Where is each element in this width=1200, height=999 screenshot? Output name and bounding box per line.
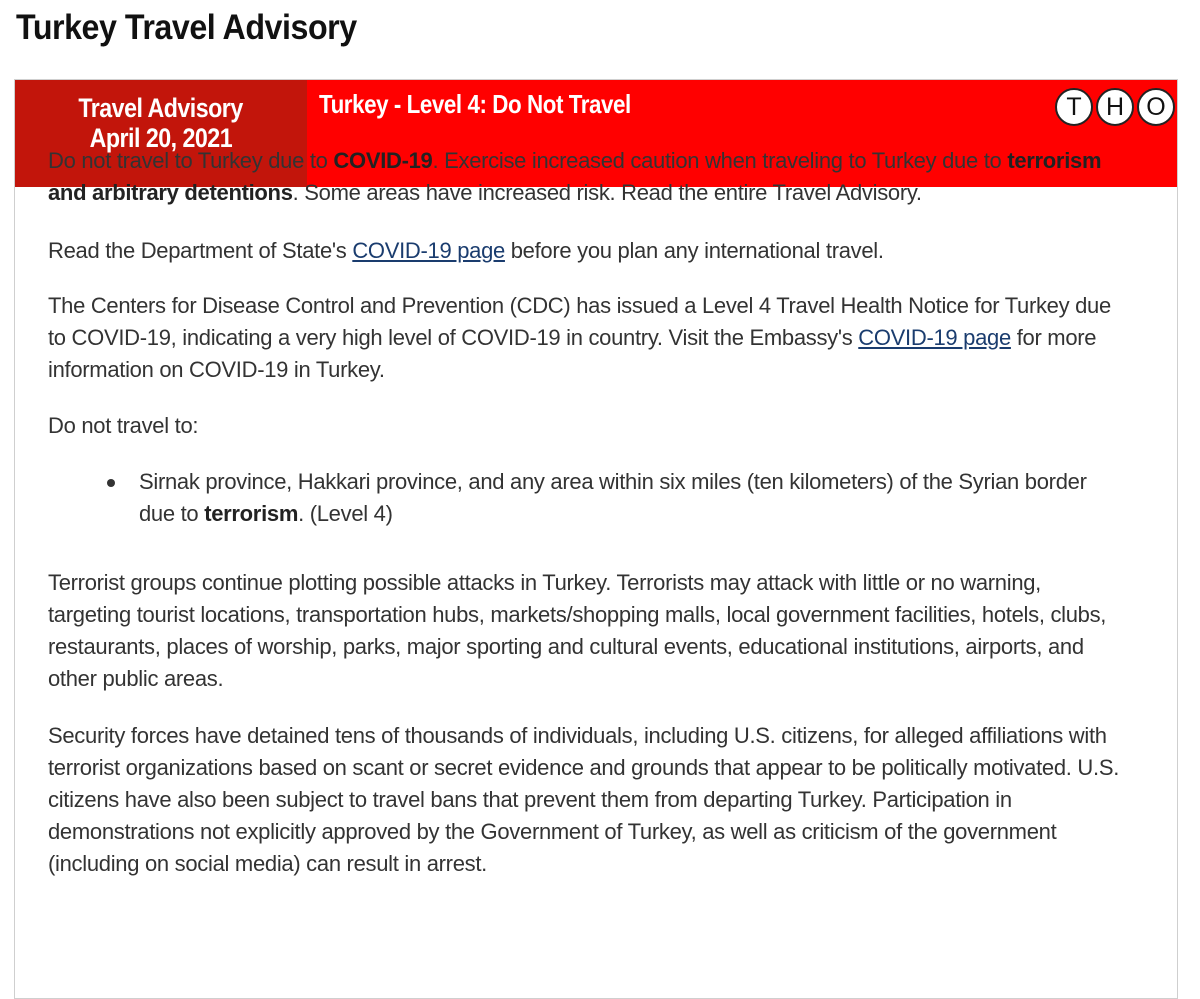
state-text-1: Read the Department of State's [48,238,353,263]
summary-text-2: . Exercise increased caution when traveling to Turkey due to [432,148,1008,173]
embassy-covid-page-link[interactable]: COVID-19 page [858,325,1011,350]
terrorism-emphasis: terrorism and arbitrary detentions [48,148,1102,205]
bullet-terrorism-emphasis: terrorism [204,501,299,526]
bullet-text-1: Sirnak province, Hakkari province, and any area within six miles (ten kilometers) of the Syrian border due to [139,469,1087,526]
health-indicator-badge[interactable]: H [1096,88,1134,126]
cdc-text-2: for more information on COVID-19 in Turkey. [48,325,1097,382]
advisory-date: April 20, 2021 [89,123,233,153]
cdc-paragraph [48,290,1118,386]
detentions-paragraph: Security forces have detained tens of thousands of individuals, including U.S. citizens, for alleged affiliations with terrorist organizations based on scant or secret evidence and grounds that appear to be politically motivated. U.S. citizens have also been subject to travel bans that prevent them from departing Turkey. Participation in demonstrations not explicitly approved by the Government of Turkey, as well as criticism of the government (including on social media) can result in arrest. [48,723,1120,876]
advisory-level-title: Turkey - Level 4: Do Not Travel [319,89,631,119]
bullet-icon [107,479,115,487]
do-not-travel-list [48,466,1118,530]
summary-paragraph [48,145,1108,209]
list-item [48,466,1118,530]
bullet-text-2: . (Level 4) [298,501,393,526]
summary-text-3: . Some areas have increased risk. Read the entire Travel Advisory. [292,180,922,205]
terrorism-indicator-badge[interactable]: T [1055,88,1093,126]
cdc-text-1: The Centers for Disease Control and Prevention (CDC) has issued a Level 4 Travel Health Notice for Turkey due to COVID-19, indicating a very high level of COVID-19 in country. Visit the Embassy's [48,293,1111,350]
covid-emphasis: COVID-19 [333,148,433,173]
state-department-paragraph [48,235,1108,267]
page-title: Turkey Travel Advisory [16,8,357,47]
risk-indicator-badges [1055,88,1175,126]
other-indicator-badge[interactable]: O [1137,88,1175,126]
state-text-2: before you plan any international travel. [504,238,884,263]
advisory-label: Travel Advisory [78,93,244,123]
summary-text-1: Do not travel to Turkey due to [48,148,334,173]
state-covid-page-link[interactable]: COVID-19 page [352,238,505,263]
do-not-travel-heading: Do not travel to: [48,413,199,438]
terrorism-paragraph: Terrorist groups continue plotting possible attacks in Turkey. Terrorists may attack with little or no warning, targeting tourist locations, transportation hubs, markets/shopping malls, local government facilities, hotels, clubs, restaurants, places of worship, parks, major sporting and cultural events, educational institutions, airports, and other public areas. [48,570,1107,691]
